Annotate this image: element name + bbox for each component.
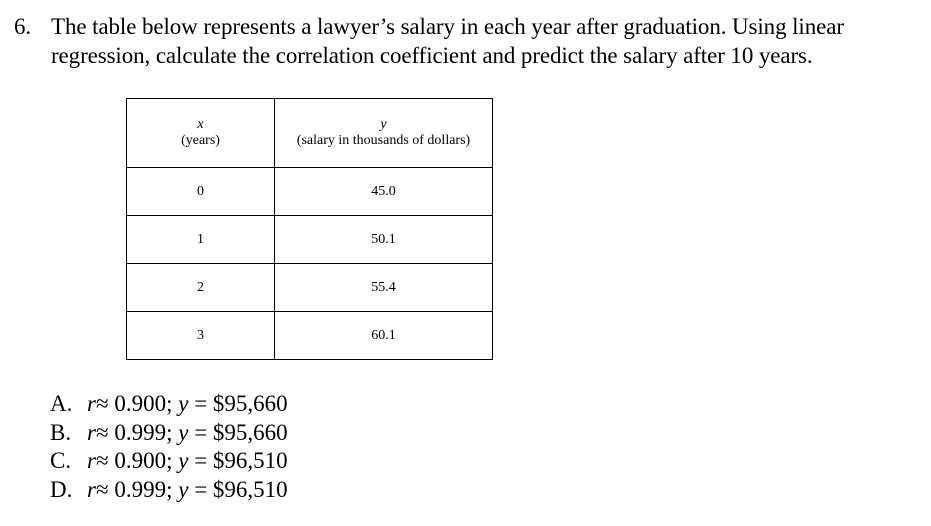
equals-symbol: =: [194, 448, 208, 474]
r-value: 0.900;: [114, 391, 173, 416]
equals-symbol: =: [194, 419, 208, 445]
approx-symbol: ≈: [95, 419, 109, 445]
question-number: 6.: [14, 14, 32, 39]
y-value: $95,660: [212, 391, 288, 416]
y-symbol: y: [178, 391, 189, 416]
r-symbol: r: [87, 448, 96, 474]
equals-symbol: =: [194, 477, 208, 503]
y-header-cell: [275, 99, 493, 168]
y-variable-name: y: [380, 117, 387, 132]
y-cell: 45.0: [275, 168, 493, 216]
approx-symbol: ≈: [95, 448, 109, 474]
equals-symbol: =: [194, 391, 208, 416]
answer-choice-b[interactable]: [50, 419, 288, 448]
table-row: [127, 168, 493, 216]
y-cell: 55.4: [275, 264, 493, 312]
answer-letter: A.: [50, 391, 73, 416]
r-value: 0.999;: [114, 477, 173, 503]
answer-choice-c[interactable]: [50, 447, 288, 476]
answer-letter: D.: [50, 477, 73, 503]
answer-choice-d[interactable]: [50, 476, 288, 505]
answer-letter: B.: [50, 419, 72, 445]
x-header-cell: [127, 99, 275, 168]
x-cell: 2: [127, 264, 275, 312]
y-value: $95,660: [212, 419, 288, 445]
table-row: [127, 216, 493, 264]
answer-letter: C.: [50, 448, 72, 474]
r-symbol: r: [87, 391, 96, 416]
r-value: 0.900;: [114, 448, 173, 474]
x-cell: 0: [127, 168, 275, 216]
table-row: [127, 264, 493, 312]
x-variable-name: x: [197, 117, 204, 132]
y-cell: 50.1: [275, 216, 493, 264]
answer-choice-a[interactable]: [50, 390, 288, 419]
y-symbol: y: [178, 448, 189, 474]
x-cell: 1: [127, 216, 275, 264]
y-symbol: y: [178, 477, 189, 503]
r-symbol: r: [87, 477, 96, 503]
y-variable-description: (salary in thousands of dollars): [296, 133, 471, 148]
y-value: $96,510: [212, 477, 288, 503]
r-symbol: r: [87, 419, 96, 445]
answer-choices: [50, 390, 288, 505]
r-value: 0.999;: [114, 419, 173, 445]
table-row: [127, 312, 493, 360]
question-text: The table below represents a lawyer’s salary in each year after graduation. Using linear regression, calculate the correlation coefficient and predict the salary after 10 years.: [51, 14, 844, 68]
y-value: $96,510: [212, 448, 288, 474]
y-cell: 60.1: [275, 312, 493, 360]
data-table: [126, 98, 493, 360]
x-cell: 3: [127, 312, 275, 360]
approx-symbol: ≈: [95, 391, 109, 416]
y-symbol: y: [178, 419, 189, 445]
table-header-row: [127, 99, 493, 168]
approx-symbol: ≈: [95, 477, 109, 503]
x-variable-description: (years): [181, 133, 220, 148]
